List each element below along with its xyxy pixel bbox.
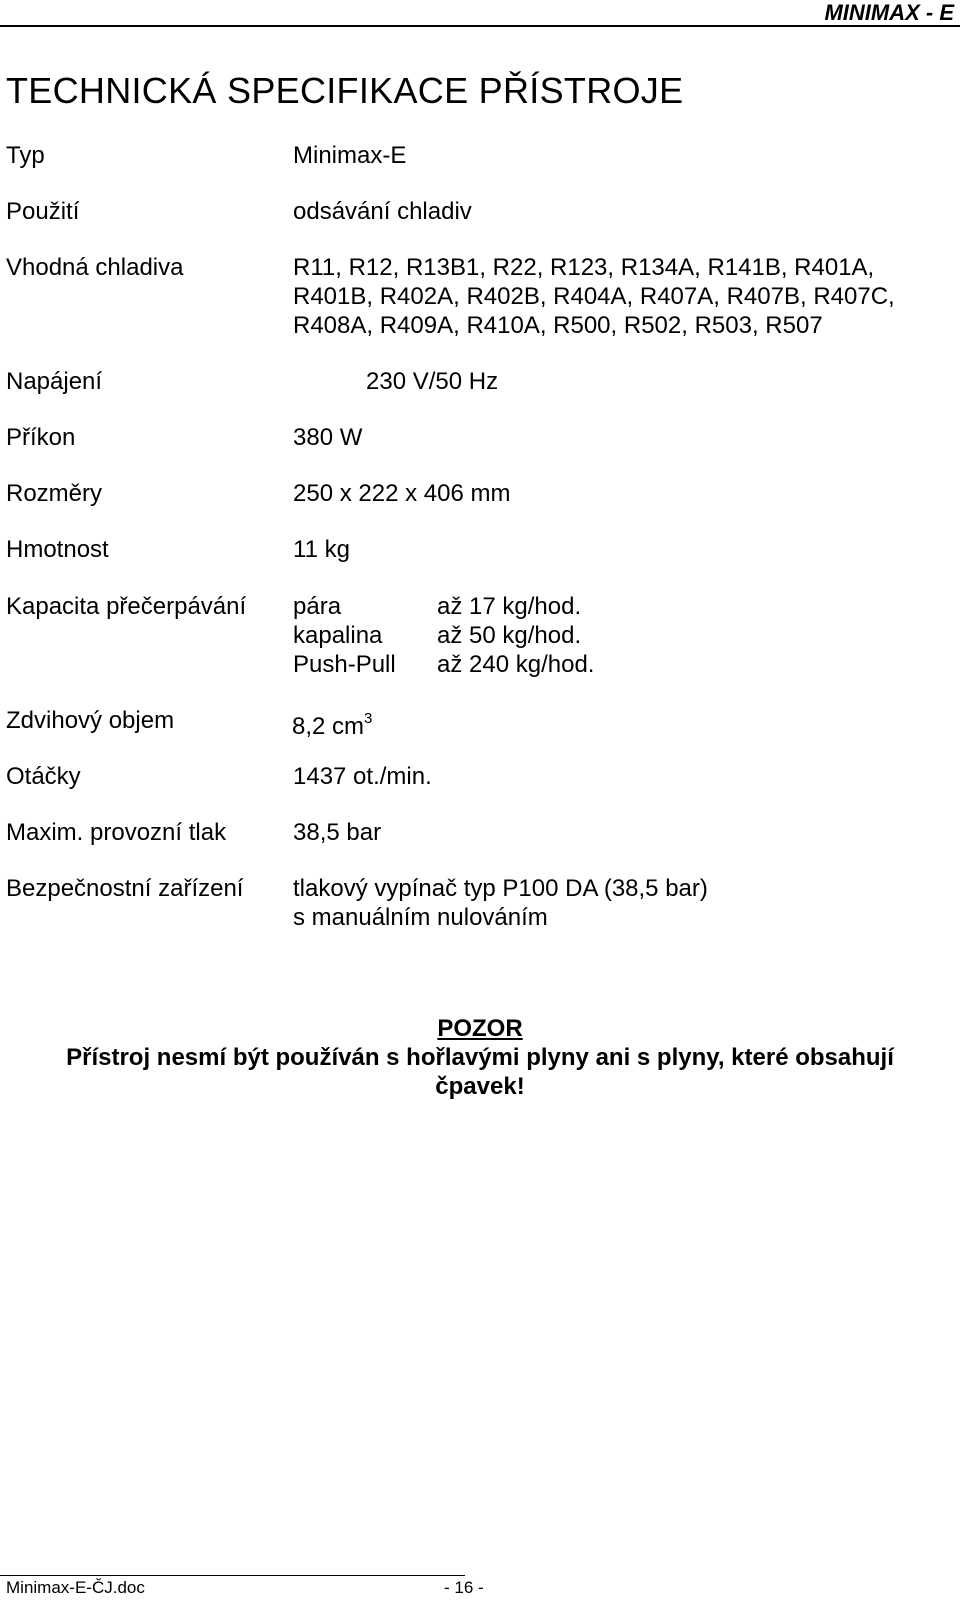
kapacita-value: až 17 kg/hod. bbox=[437, 593, 582, 620]
spec-label-rozmery: Rozměry bbox=[6, 480, 103, 507]
warning-heading bbox=[0, 1014, 960, 1043]
spec-label-objem: Zdvihový objem bbox=[6, 707, 175, 734]
spec-value-rozmery: 250 x 222 x 406 mm bbox=[293, 480, 511, 507]
spec-label-hmotnost: Hmotnost bbox=[6, 536, 109, 563]
footer-divider bbox=[0, 1575, 465, 1576]
page-title: TECHNICKÁ SPECIFIKACE PŘÍSTROJE bbox=[6, 70, 684, 111]
spec-label-kapacita: Kapacita přečerpávání bbox=[6, 593, 247, 620]
spec-value-hmotnost: 11 kg bbox=[293, 536, 350, 563]
spec-value-typ: Minimax-E bbox=[293, 142, 407, 169]
spec-value-prikon: 380 W bbox=[293, 424, 363, 451]
kapacita-value: až 50 kg/hod. bbox=[437, 622, 582, 649]
kapacita-value: až 240 kg/hod. bbox=[437, 651, 595, 678]
spec-value-bezpecnost-line: s manuálním nulováním bbox=[293, 904, 548, 931]
spec-label-pouziti: Použití bbox=[6, 198, 80, 225]
spec-value-napajeni: 230 V/50 Hz bbox=[366, 368, 499, 395]
kapacita-mode: pára bbox=[293, 593, 342, 620]
spec-value-pouziti: odsávání chladiv bbox=[293, 198, 472, 225]
spec-label-prikon: Příkon bbox=[6, 424, 76, 451]
warning-text-line: čpavek! bbox=[435, 1073, 525, 1100]
footer-filename: Minimax-E-ČJ.doc bbox=[6, 1578, 145, 1597]
spec-value-bezpecnost-line: tlakový vypínač typ P100 DA (38,5 bar) bbox=[293, 875, 708, 902]
kapacita-mode: Push-Pull bbox=[293, 651, 396, 678]
spec-value-chladiva-line: R408A, R409A, R410A, R500, R502, R503, R507 bbox=[293, 312, 823, 339]
spec-label-bezpecnost: Bezpečnostní zařízení bbox=[6, 875, 244, 902]
warning-text-line: Přístroj nesmí být používán s hořlavými plyny ani s plyny, které obsahují bbox=[66, 1044, 894, 1071]
spec-label-otacky: Otáčky bbox=[6, 763, 81, 790]
spec-value-objem bbox=[292, 706, 372, 741]
spec-label-napajeni: Napájení bbox=[6, 368, 103, 395]
header-divider bbox=[0, 25, 960, 27]
spec-value-chladiva-line: R401B, R402A, R402B, R404A, R407A, R407B, R407C, bbox=[293, 283, 895, 310]
spec-label-typ: Typ bbox=[6, 142, 45, 169]
footer-page-number: - 16 - bbox=[444, 1578, 484, 1597]
spec-label-tlak: Maxim. provozní tlak bbox=[6, 819, 227, 846]
warning-heading-text: POZOR bbox=[437, 1015, 523, 1042]
objem-superscript: 3 bbox=[364, 710, 373, 727]
header-title: MINIMAX - E bbox=[824, 0, 954, 25]
spec-value-tlak: 38,5 bar bbox=[293, 819, 382, 846]
kapacita-mode: kapalina bbox=[293, 622, 383, 649]
spec-value-otacky: 1437 ot./min. bbox=[293, 763, 432, 790]
spec-label-chladiva: Vhodná chladiva bbox=[6, 254, 184, 281]
objem-value: 8,2 cm bbox=[292, 713, 365, 740]
spec-value-chladiva-line: R11, R12, R13B1, R22, R123, R134A, R141B, R401A, bbox=[293, 254, 875, 281]
